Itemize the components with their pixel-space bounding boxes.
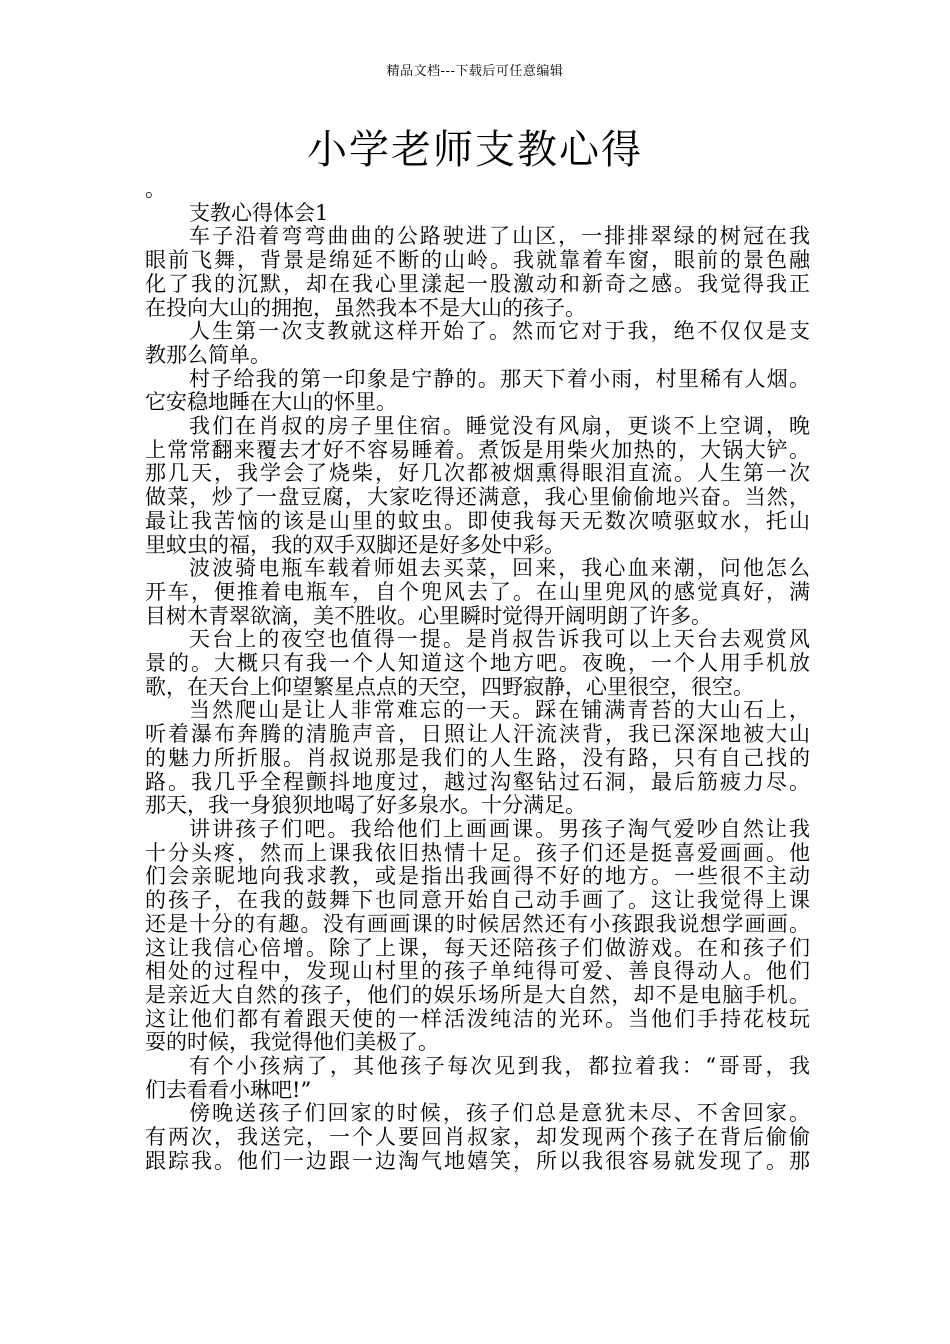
document-title: 小学老师支教心得 [307, 127, 643, 173]
text-line: 景的。大概只有我一个人知道这个地方吧。夜晚，一个人用手机放 [145, 651, 810, 676]
text-line: 最让我苦恼的该是山里的蚊虫。即使我每天无数次喷驱蚊水，托山 [145, 508, 810, 533]
page-header-note: 精品文档---下载后可任意编辑 [386, 64, 564, 79]
text-line: 它安稳地睡在大山的怀里。 [145, 390, 397, 415]
text-line: 上常常翻来覆去才好不容易睡着。煮饭是用柴火加热的，大锅大铲。 [145, 437, 810, 462]
text-line: 那几天，我学会了烧柴，好几次都被烟熏得眼泪直流。人生第一次 [145, 461, 810, 486]
text-line: 在投向大山的拥抱，虽然我本不是大山的孩子。 [145, 295, 586, 320]
text-line: 车子沿着弯弯曲曲的公路驶进了山区，一排排翠绿的树冠在我 [189, 224, 810, 249]
text-line: 有两次，我送完，一个人要回肖叔家，却发现两个孩子在背后偷偷 [145, 1125, 810, 1150]
text-line: 我们在肖叔的房子里住宿。睡觉没有风扇，更谈不上空调，晚 [189, 414, 810, 439]
text-line: 听着瀑布奔腾的清脆声音，日照让人汗流浃背，我已深深地被大山 [145, 722, 810, 747]
text-line: 们去看看小琳吧!” [145, 1077, 312, 1102]
text-line: 这让他们都有着跟天使的一样活泼纯洁的光环。当他们手持花枝玩 [145, 1006, 810, 1031]
text-line: 支教心得体会1 [189, 200, 329, 225]
text-line: 是亲近大自然的孩子，他们的娱乐场所是大自然，却不是电脑手机。 [145, 982, 810, 1007]
text-line: 还是十分的有趣。没有画画课的时候居然还有小孩跟我说想学画画。 [145, 911, 810, 936]
text-line: 里蚊虫的福，我的双手双脚还是好多处中彩。 [145, 532, 565, 557]
text-line: 相处的过程中，发现山村里的孩子单纯得可爱、善良得动人。他们 [145, 959, 810, 984]
text-line: 天台上的夜空也值得一提。是肖叔告诉我可以上天台去观赏风 [189, 627, 810, 652]
text-line: 村子给我的第一印象是宁静的。那天下着小雨，村里稀有人烟。 [189, 366, 810, 391]
text-line: 开车，便推着电瓶车，自个兜风去了。在山里兜风的感觉真好，满 [145, 579, 810, 604]
text-line: 这让我信心倍增。除了上课，每天还陪孩子们做游戏。在和孩子们 [145, 935, 810, 960]
text-line: 化了我的沉默，却在我心里漾起一股激动和新奇之感。我觉得我正 [145, 271, 810, 296]
text-line: 教那么简单。 [145, 342, 271, 367]
text-line: 的魅力所折服。肖叔说那是我们的人生路，没有路，只有自己找的 [145, 745, 810, 770]
text-line: 做菜，炒了一盘豆腐，大家吃得还满意，我心里偷偷地兴奋。当然， [145, 485, 810, 510]
text-line: 眼前飞舞，背景是绵延不断的山岭。我就靠着车窗，眼前的景色融 [145, 248, 810, 273]
text-line: 耍的时候，我觉得他们美极了。 [145, 1030, 439, 1055]
text-line: 当然爬山是让人非常难忘的一天。踩在铺满青苔的大山石上， [189, 698, 810, 723]
text-line: 那天，我一身狼狈地喝了好多泉水。十分满足。 [145, 793, 586, 818]
text-line: 歌，在天台上仰望繁星点点的天空，四野寂静，心里很空，很空。 [145, 674, 754, 699]
text-line: 十分头疼，然而上课我依旧热情十足。孩子们还是挺喜爱画画。他 [145, 840, 810, 865]
text-line: 傍晚送孩子们回家的时候，孩子们总是意犹未尽、不舍回家。 [189, 1101, 810, 1126]
text-line: 们会亲昵地向我求教，或是指出我画得不好的地方。一些很不主动 [145, 864, 810, 889]
text-line: 人生第一次支教就这样开始了。然而它对于我，绝不仅仅是支 [189, 319, 810, 344]
text-line: 跟踪我。他们一边跟一边淘气地嬉笑，所以我很容易就发现了。那 [145, 1148, 810, 1173]
text-line: 讲讲孩子们吧。我给他们上画画课。男孩子淘气爱吵自然让我 [189, 816, 810, 841]
text-line: 的孩子，在我的鼓舞下也同意开始自己动手画了。这让我觉得上课 [145, 888, 810, 913]
text-line: 路。我几乎全程颤抖地度过，越过沟壑钻过石洞，最后筋疲力尽。 [145, 769, 810, 794]
text-line: 波波骑电瓶车载着师姐去买菜，回来，我心血来潮，问他怎么 [189, 556, 810, 581]
document-body [145, 178, 810, 1174]
text-line: 有个小孩病了，其他孩子每次见到我，都拉着我：“哥哥，我 [189, 1054, 810, 1079]
text-line: 。 [145, 177, 166, 201]
text-line: 目树木青翠欲滴，美不胜收。心里瞬时觉得开阔明朗了许多。 [145, 603, 712, 628]
